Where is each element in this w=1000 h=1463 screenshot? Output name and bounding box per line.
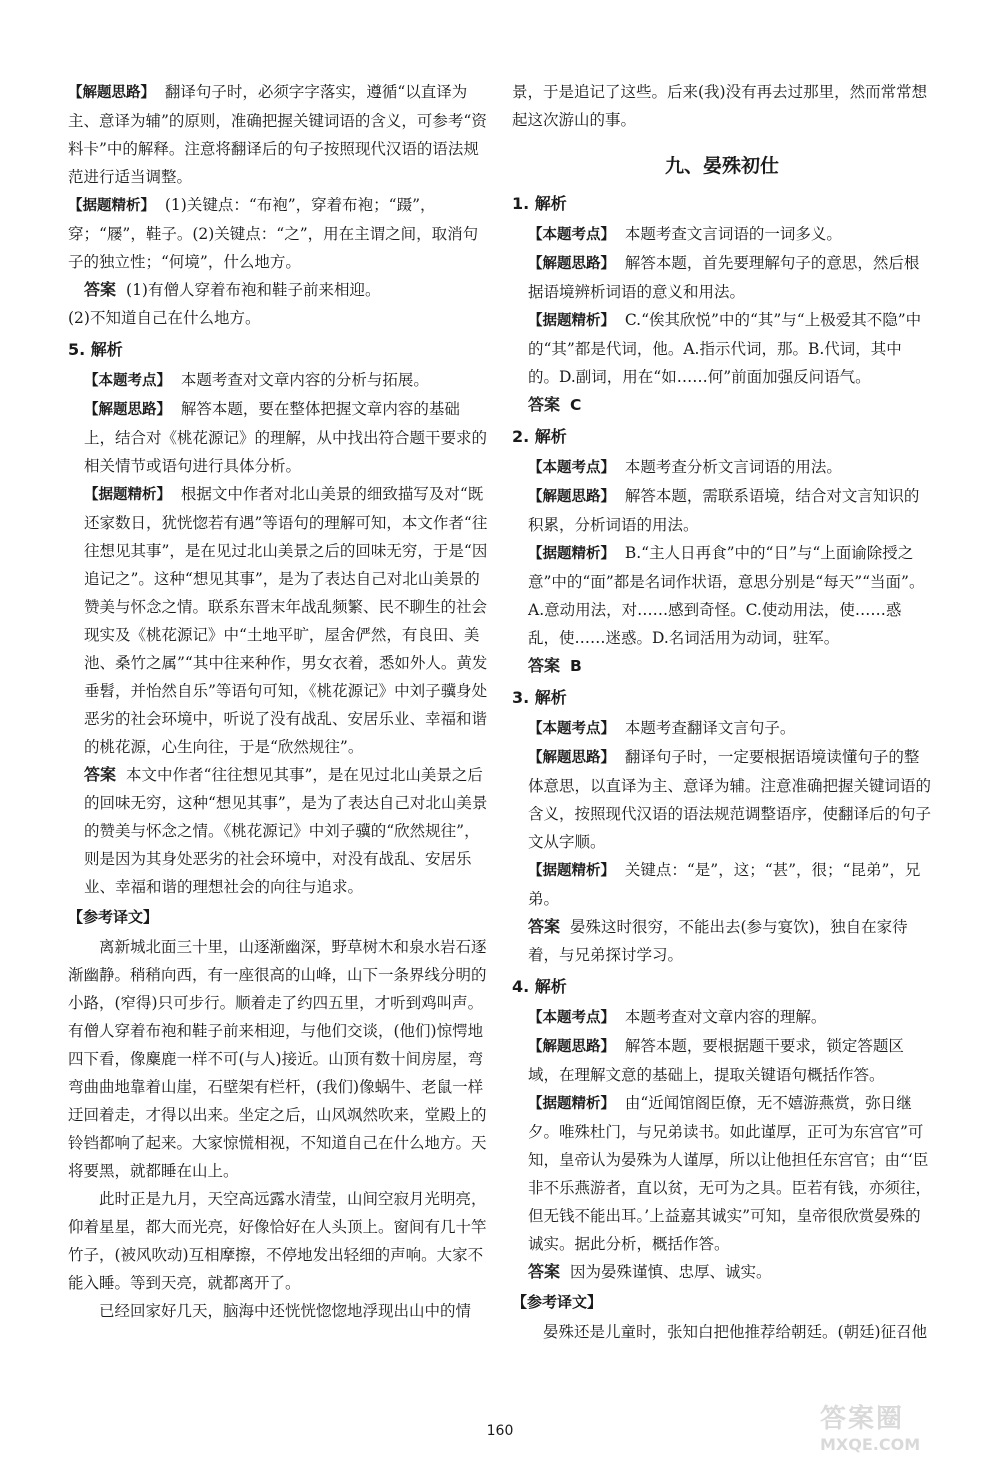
right-column	[512, 78, 932, 1346]
watermark-logo	[820, 1398, 990, 1458]
question-heading: 4. 解析	[512, 977, 567, 996]
question-point: 【本题考点】 本题考查翻译文言句子。	[528, 719, 796, 737]
question-thinking: 【解题思路】 解答本题，需联系语境，结合对文言知识的积累，分析词语的用法。	[528, 487, 920, 534]
question-answer: 答案 因为晏殊谨慎、忠厚、诚实。	[528, 1262, 772, 1281]
question-analysis: 【据题精析】 关键点：“是”，这；“甚”，很；“昆弟”，兄弟。	[528, 861, 921, 908]
translation-paragraph: 离新城北面三十里，山逐渐幽深，野草树木和泉水岩石逐渐幽静。稍稍向西，有一座很高的山峰，山下一条界线分明的小路，(窄得)只可步行。顺着走了约四五里，才听到鸡叫声。有僧人穿着布袍和鞋子前来相迎，与他们交谈，(他们)惊愕地四下看，像麋鹿一样不可(与人)接近。山顶有数十间房屋，弯弯曲曲地靠着山崖，石壁架有栏杆，(我们)像蜗牛、老鼠一样迂回着走，才得以出来。坐定之后，山风飒然吹来，堂殿上的铃铛都响了起来。大家惊慌相视，不知道自己在什么地方。天将要黑，就都睡在山上。	[68, 938, 487, 1180]
reference-translation	[512, 1318, 932, 1346]
answer-tag: 答案	[84, 765, 117, 784]
question-analysis: 【据题精析】 C.“俟其欣悦”中的“其”与“上极爱其不隐”中的“其”都是代词，他。A.指示代词，那。B.代词，其中的。D.副词，用在“如……何”前面加强反问语气。	[528, 311, 922, 386]
left-column	[68, 78, 488, 1325]
question-analysis: 【据题精析】 由“近闻馆阁臣僚，无不嬉游燕赏，弥日继夕。唯殊杜门，与兄弟读书。如此谨厚，正可为东宫官”可知，皇帝认为晏殊为人谨厚，所以让他担任东宫官；由“‘臣非不乐燕游者，直以贫，无可为之具。臣若有钱，亦须往，但无钱不能出耳。’上益嘉其诚实”可知，皇帝很欣赏晏殊的诚实。据此分析，概括作答。	[528, 1094, 932, 1253]
question-answer: 答案 C	[528, 395, 582, 414]
question-heading: 3. 解析	[512, 688, 567, 707]
question-thinking: 【解题思路】 解答本题，首先要理解句子的意思，然后根据语境辨析词语的意义和用法。	[528, 254, 920, 301]
question-point: 【本题考点】 本题考查文言词语的一词多义。	[528, 225, 842, 243]
translation-continuation: 景，于是追记了这些。后来(我)没有再去过那里，然而常常想起这次游山的事。	[512, 83, 928, 129]
question-block	[512, 684, 932, 969]
q4-analysis: 【据题精析】 (1)关键点：“布袍”，穿着布袍；“蹑”，穿；“屦”，鞋子。(2)关键点：“之”，用在主谓之间，取消句子的独立性；“何境”，什么地方。	[68, 196, 479, 271]
question-analysis: 【据题精析】 B.“主人日再食”中的“日”与“上面谕除授之意”中的“面”都是名词作状语，意思分别是“每天”“当面”。A.意动用法，对……感到奇怪。C.使动用法，使……惑乱，使……迷惑。D.名词活用为动词，驻军。	[528, 544, 925, 647]
section-title: 九、晏殊初仕	[664, 155, 779, 177]
q4-answer-2: (2)不知道自己在什么地方。	[68, 309, 261, 327]
question-heading: 2. 解析	[512, 427, 567, 446]
thinking-tag: 【解题思路】	[68, 85, 155, 101]
question-heading: 1. 解析	[512, 194, 567, 213]
translation-paragraph: 此时正是九月，天空高远露水清莹，山间空寂月光明亮，仰着星星，都大而光亮，好像恰好在人头顶上。窗间有几十竿竹子，(被风吹动)互相摩擦，不停地发出轻细的声响。大家不能入睡。等到天亮，就都离开了。	[68, 1190, 487, 1292]
page-number: 160	[486, 1423, 514, 1439]
q5-thinking: 【解题思路】 解答本题，要在整体把握文章内容的基础上，结合对《桃花源记》的理解，从中找出符合题干要求的相关情节或语句进行具体分析。	[84, 400, 488, 475]
question-point: 【本题考点】 本题考查对文章内容的理解。	[528, 1008, 827, 1026]
q5-answer: 答案 本文中作者“往往想见其事”，是在见过北山美景之后的回味无穷，这种“想见其事”，是为了表达自己对北山美景的赞美与怀念之情。《桃花源记》中刘子骥的“欣然规往”，则是因为其身处恶劣的社会环境中，对没有战乱、安居乐业、幸福和谐的理想社会的向往与追求。	[84, 765, 488, 896]
translation-paragraph: 晏殊还是儿童时，张知白把他推荐给朝廷。(朝廷)征召他	[543, 1323, 928, 1341]
question-block	[512, 973, 932, 1286]
q5-heading: 5. 解析	[68, 340, 123, 359]
q4-thinking: 【解题思路】 翻译句子时，必须字字落实，遵循“以直译为主、意译为辅”的原则，准确把握关键词语的含义，可参考“资料卡”中的解释。注意将翻译后的句子按照现代汉语的语法规范进行适当调整。	[68, 83, 487, 186]
question-block	[512, 190, 932, 419]
answer-tag: 答案	[84, 280, 117, 299]
question-answer: 答案 晏殊这时很穷，不能出去(参与宴饮)，独自在家待着，与兄弟探讨学习。	[528, 917, 908, 964]
reference-translation	[68, 933, 488, 1325]
reference-translation-tag: 【参考译文】	[68, 908, 159, 926]
watermark-top: 答案圈	[820, 1404, 905, 1434]
q5-analysis: 【据题精析】 根据文中作者对北山美景的细致描写及对“既还家数日，犹恍惚若有遇”等语句的理解可知，本文作者“往往想见其事”，是在见过北山美景之后的回味无穷，于是“因追记之”。这种“想见其事”，是为了表达自己对北山美景的赞美与怀念之情。联系东晋末年战乱频繁、民不聊生的社会现实及《桃花源记》中“土地平旷，屋舍俨然，有良田、美池、桑竹之属”“其中往来种作，男女衣着，悉如外人。黄发垂髫，并怡然自乐”等语句可知，《桃花源记》中刘子骥身处恶劣的社会环境中，听说了没有战乱、安居乐业、幸福和谐的桃花源，心生向往，于是“欣然规往”。	[84, 485, 488, 756]
translation-paragraph: 已经回家好几天，脑海中还恍恍惚惚地浮现出山中的情	[99, 1302, 472, 1320]
question-thinking: 【解题思路】 解答本题，要根据题干要求，锁定答题区域，在理解文意的基础上，提取关键语句概括作答。	[528, 1037, 904, 1084]
reference-translation-tag: 【参考译文】	[512, 1293, 603, 1311]
analysis-tag: 【据题精析】	[68, 198, 155, 214]
q4-answer: 答案 (1)有僧人穿着布袍和鞋子前来相迎。	[84, 280, 381, 299]
question-block	[512, 423, 932, 680]
q5-point: 【本题考点】 本题考查对文章内容的分析与拓展。	[84, 371, 429, 389]
watermark-bottom: MXQE.COM	[820, 1435, 921, 1454]
question-answer: 答案 B	[528, 656, 582, 675]
question-thinking: 【解题思路】 翻译句子时，一定要根据语境读懂句子的整体意思，以直译为主、意译为辅。注意准确把握关键词语的含义，按照现代汉语的语法规范调整语序，使翻译后的句子文从字顺。	[528, 748, 932, 851]
question-list	[512, 190, 932, 1286]
question-point: 【本题考点】 本题考查分析文言词语的用法。	[528, 458, 842, 476]
